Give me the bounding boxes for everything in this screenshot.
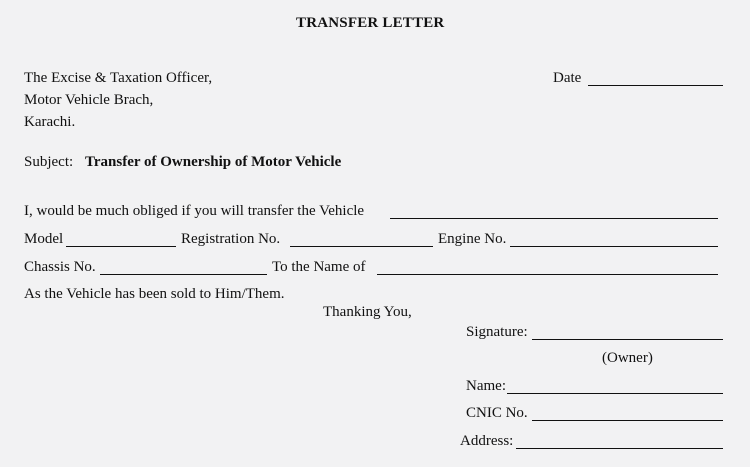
model-blank xyxy=(66,246,176,247)
document-title: TRANSFER LETTER xyxy=(296,15,445,31)
recipient-line-1: The Excise & Taxation Officer, xyxy=(24,70,213,86)
subject-label: Subject: xyxy=(24,154,74,170)
address-label: Address: xyxy=(460,433,514,449)
closing-text: Thanking You, xyxy=(323,304,412,320)
name-blank xyxy=(507,393,723,394)
model-label: Model xyxy=(24,231,64,247)
date-label: Date xyxy=(553,70,582,86)
recipient-line-3: Karachi. xyxy=(24,114,76,130)
date-blank xyxy=(588,85,723,86)
transfer-request-text: I, would be much obliged if you will transfer the Vehicle xyxy=(24,203,365,219)
signature-label: Signature: xyxy=(466,324,528,340)
chassis-blank xyxy=(100,274,267,275)
to-name-blank xyxy=(377,274,718,275)
chassis-label: Chassis No. xyxy=(24,259,96,275)
engine-label: Engine No. xyxy=(438,231,507,247)
signature-blank xyxy=(532,339,723,340)
to-name-label: To the Name of xyxy=(272,259,366,275)
cnic-label: CNIC No. xyxy=(466,405,528,421)
owner-label: (Owner) xyxy=(602,350,653,366)
registration-blank xyxy=(290,246,433,247)
registration-label: Registration No. xyxy=(181,231,281,247)
recipient-line-2: Motor Vehicle Brach, xyxy=(24,92,154,108)
subject-text: Transfer of Ownership of Motor Vehicle xyxy=(85,154,342,170)
vehicle-blank xyxy=(390,218,718,219)
address-blank xyxy=(516,448,723,449)
engine-blank xyxy=(510,246,718,247)
name-label: Name: xyxy=(466,378,506,394)
cnic-blank xyxy=(532,420,723,421)
sold-statement: As the Vehicle has been sold to Him/Them. xyxy=(24,286,285,302)
